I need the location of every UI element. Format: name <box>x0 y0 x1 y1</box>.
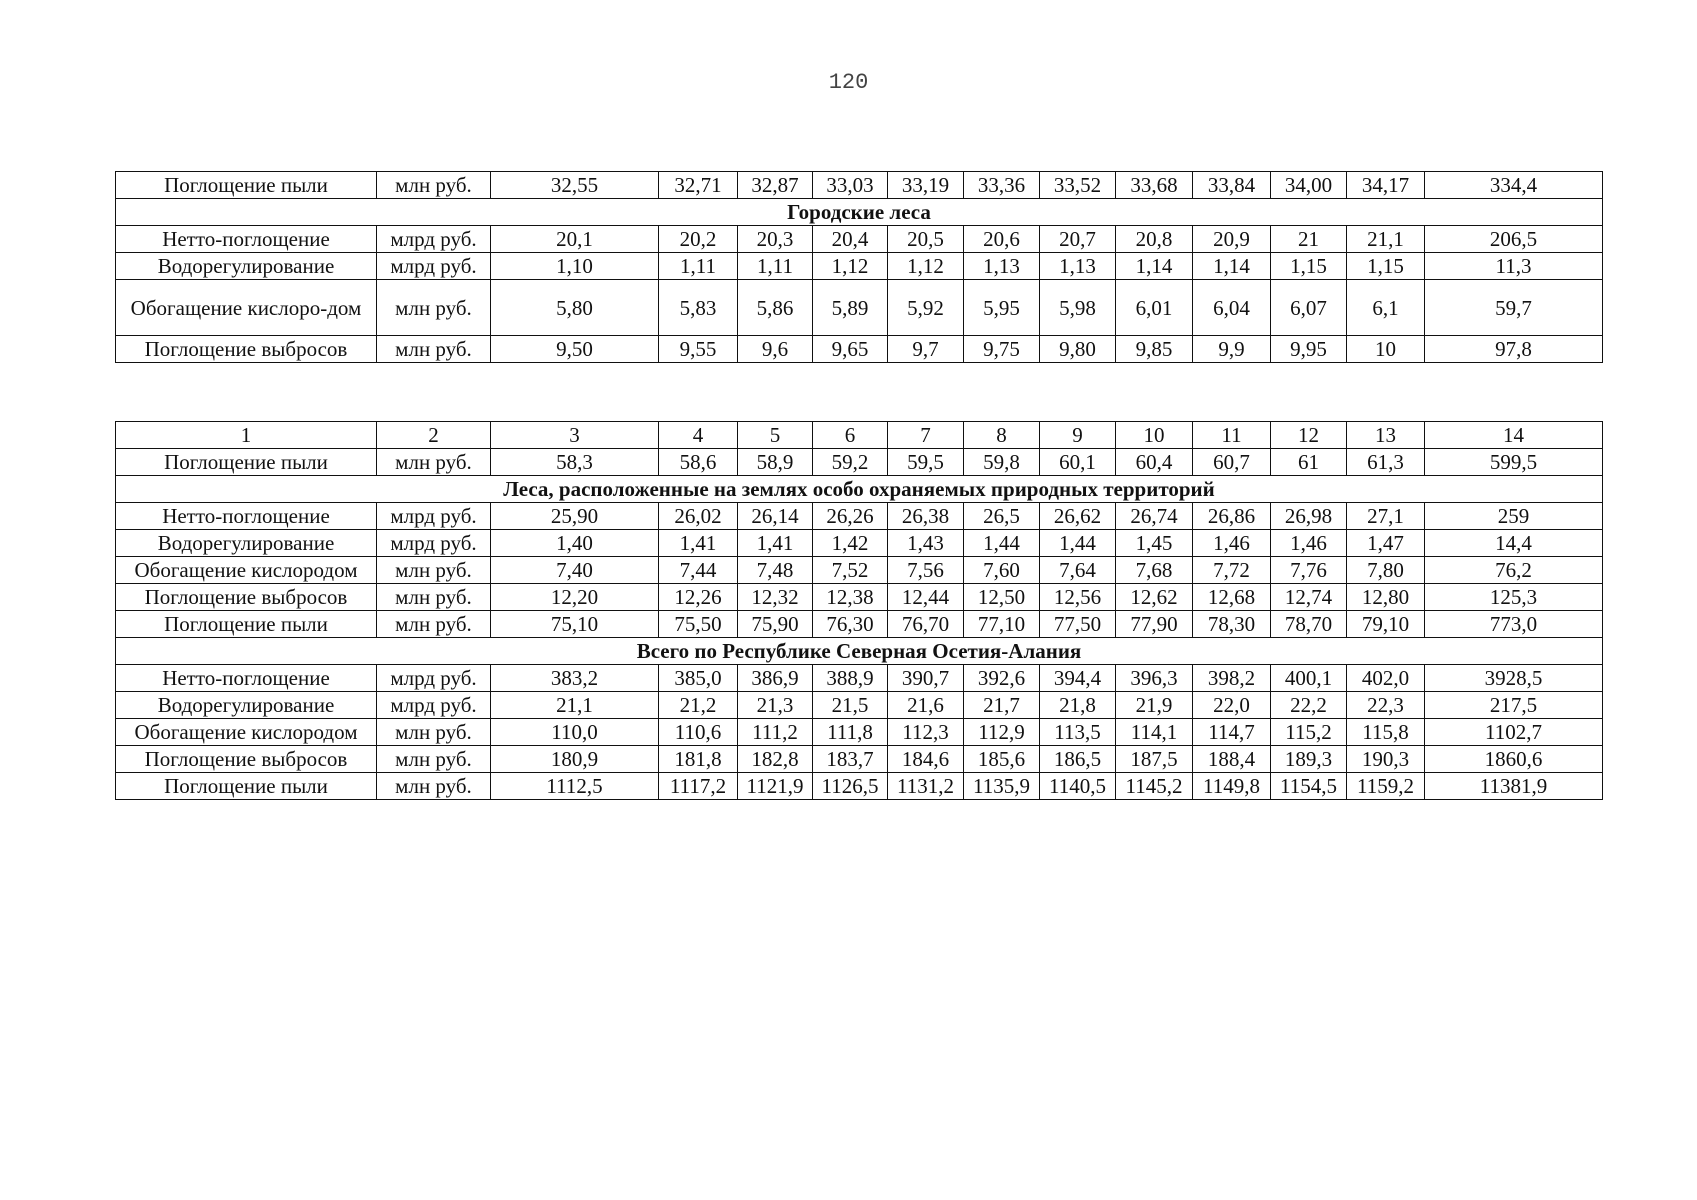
value-cell: 77,50 <box>1040 611 1116 638</box>
value-cell: 1,41 <box>659 530 738 557</box>
value-cell: 7,80 <box>1347 557 1425 584</box>
value-cell: 21,1 <box>1347 226 1425 253</box>
value-cell: 385,0 <box>659 665 738 692</box>
value-cell: 21,1 <box>491 692 659 719</box>
table-row <box>116 336 1603 363</box>
value-cell: 10 <box>1347 336 1425 363</box>
value-cell: 5,80 <box>491 280 659 336</box>
row-label: Поглощение выбросов <box>116 746 377 773</box>
value-cell: 26,62 <box>1040 503 1116 530</box>
value-cell: 20,3 <box>738 226 813 253</box>
value-cell: 60,4 <box>1116 449 1193 476</box>
value-cell: 12,26 <box>659 584 738 611</box>
value-cell: 3928,5 <box>1425 665 1603 692</box>
value-cell: 115,8 <box>1347 719 1425 746</box>
value-cell: 26,74 <box>1116 503 1193 530</box>
unit-cell: млн руб. <box>377 336 491 363</box>
value-cell: 7,44 <box>659 557 738 584</box>
unit-cell: млн руб. <box>377 584 491 611</box>
value-cell: 7,76 <box>1271 557 1347 584</box>
table-row <box>116 665 1603 692</box>
table-protected-and-total <box>115 421 1603 800</box>
table-row <box>116 611 1603 638</box>
value-cell: 180,9 <box>491 746 659 773</box>
value-cell: 1117,2 <box>659 773 738 800</box>
value-cell: 21,6 <box>888 692 964 719</box>
value-cell: 110,0 <box>491 719 659 746</box>
value-cell: 1,13 <box>1040 253 1116 280</box>
value-cell: 5,98 <box>1040 280 1116 336</box>
value-cell: 1,15 <box>1271 253 1347 280</box>
value-cell: 34,17 <box>1347 172 1425 199</box>
value-cell: 20,9 <box>1193 226 1271 253</box>
value-cell: 22,0 <box>1193 692 1271 719</box>
value-cell: 114,7 <box>1193 719 1271 746</box>
table-row <box>116 280 1603 336</box>
value-cell: 3 <box>491 422 659 449</box>
value-cell: 7,72 <box>1193 557 1271 584</box>
value-cell: 1,15 <box>1347 253 1425 280</box>
value-cell: 9,50 <box>491 336 659 363</box>
value-cell: 187,5 <box>1116 746 1193 773</box>
value-cell: 392,6 <box>964 665 1040 692</box>
value-cell: 390,7 <box>888 665 964 692</box>
table-row <box>116 226 1603 253</box>
value-cell: 21 <box>1271 226 1347 253</box>
value-cell: 1,44 <box>1040 530 1116 557</box>
value-cell: 11,3 <box>1425 253 1603 280</box>
unit-cell: млн руб. <box>377 611 491 638</box>
value-cell: 1149,8 <box>1193 773 1271 800</box>
value-cell: 9,6 <box>738 336 813 363</box>
value-cell: 1,11 <box>738 253 813 280</box>
value-cell: 1,45 <box>1116 530 1193 557</box>
row-label: Нетто-поглощение <box>116 503 377 530</box>
value-cell: 111,8 <box>813 719 888 746</box>
value-cell: 112,3 <box>888 719 964 746</box>
value-cell: 76,70 <box>888 611 964 638</box>
value-cell: 79,10 <box>1347 611 1425 638</box>
value-cell: 1,12 <box>888 253 964 280</box>
value-cell: 5,86 <box>738 280 813 336</box>
value-cell: 6 <box>813 422 888 449</box>
value-cell: 1,40 <box>491 530 659 557</box>
value-cell: 190,3 <box>1347 746 1425 773</box>
value-cell: 110,6 <box>659 719 738 746</box>
value-cell: 32,71 <box>659 172 738 199</box>
value-cell: 7,52 <box>813 557 888 584</box>
value-cell: 21,7 <box>964 692 1040 719</box>
section-row <box>116 199 1603 226</box>
value-cell: 7,56 <box>888 557 964 584</box>
value-cell: 58,6 <box>659 449 738 476</box>
value-cell: 5 <box>738 422 813 449</box>
value-cell: 21,9 <box>1116 692 1193 719</box>
value-cell: 12,80 <box>1347 584 1425 611</box>
value-cell: 76,30 <box>813 611 888 638</box>
value-cell: 75,10 <box>491 611 659 638</box>
value-cell: 26,86 <box>1193 503 1271 530</box>
value-cell: 394,4 <box>1040 665 1116 692</box>
value-cell: 9,75 <box>964 336 1040 363</box>
value-cell: 217,5 <box>1425 692 1603 719</box>
value-cell: 20,5 <box>888 226 964 253</box>
value-cell: 33,68 <box>1116 172 1193 199</box>
value-cell: 113,5 <box>1040 719 1116 746</box>
value-cell: 1121,9 <box>738 773 813 800</box>
value-cell: 1860,6 <box>1425 746 1603 773</box>
unit-cell: млн руб. <box>377 557 491 584</box>
value-cell: 1102,7 <box>1425 719 1603 746</box>
value-cell: 1,46 <box>1271 530 1347 557</box>
value-cell: 12,32 <box>738 584 813 611</box>
value-cell: 20,6 <box>964 226 1040 253</box>
section-title: Леса, расположенные на землях особо охраняемых природных территорий <box>116 476 1603 503</box>
value-cell: 1154,5 <box>1271 773 1347 800</box>
value-cell: 12,62 <box>1116 584 1193 611</box>
value-cell: 7,60 <box>964 557 1040 584</box>
value-cell: 1112,5 <box>491 773 659 800</box>
value-cell: 181,8 <box>659 746 738 773</box>
value-cell: 12 <box>1271 422 1347 449</box>
value-cell: 9,85 <box>1116 336 1193 363</box>
row-label: Поглощение пыли <box>116 773 377 800</box>
value-cell: 1,47 <box>1347 530 1425 557</box>
value-cell: 11 <box>1193 422 1271 449</box>
value-cell: 7,64 <box>1040 557 1116 584</box>
unit-cell: млн руб. <box>377 773 491 800</box>
section-title: Городские леса <box>116 199 1603 226</box>
value-cell: 77,10 <box>964 611 1040 638</box>
value-cell: 25,90 <box>491 503 659 530</box>
value-cell: 1,14 <box>1193 253 1271 280</box>
row-label: Водорегулирование <box>116 530 377 557</box>
row-label: Поглощение выбросов <box>116 584 377 611</box>
value-cell: 185,6 <box>964 746 1040 773</box>
page-number: 120 <box>828 70 869 95</box>
value-cell: 34,00 <box>1271 172 1347 199</box>
value-cell: 61 <box>1271 449 1347 476</box>
value-cell: 6,07 <box>1271 280 1347 336</box>
value-cell: 1,14 <box>1116 253 1193 280</box>
table-row <box>116 719 1603 746</box>
value-cell: 7 <box>888 422 964 449</box>
value-cell: 5,83 <box>659 280 738 336</box>
value-cell: 773,0 <box>1425 611 1603 638</box>
value-cell: 33,36 <box>964 172 1040 199</box>
value-cell: 4 <box>659 422 738 449</box>
table-row <box>116 503 1603 530</box>
value-cell: 388,9 <box>813 665 888 692</box>
value-cell: 12,38 <box>813 584 888 611</box>
value-cell: 334,4 <box>1425 172 1603 199</box>
table-row <box>116 530 1603 557</box>
value-cell: 78,70 <box>1271 611 1347 638</box>
table-row <box>116 253 1603 280</box>
value-cell: 58,9 <box>738 449 813 476</box>
value-cell: 59,5 <box>888 449 964 476</box>
value-cell: 14,4 <box>1425 530 1603 557</box>
unit-cell: млрд руб. <box>377 692 491 719</box>
value-cell: 61,3 <box>1347 449 1425 476</box>
value-cell: 20,1 <box>491 226 659 253</box>
row-label: Поглощение пыли <box>116 172 377 199</box>
value-cell: 182,8 <box>738 746 813 773</box>
value-cell: 60,1 <box>1040 449 1116 476</box>
value-cell: 9 <box>1040 422 1116 449</box>
value-cell: 13 <box>1347 422 1425 449</box>
row-label: Поглощение выбросов <box>116 336 377 363</box>
value-cell: 27,1 <box>1347 503 1425 530</box>
value-cell: 75,90 <box>738 611 813 638</box>
value-cell: 9,55 <box>659 336 738 363</box>
value-cell: 33,84 <box>1193 172 1271 199</box>
value-cell: 14 <box>1425 422 1603 449</box>
unit-cell: млрд руб. <box>377 530 491 557</box>
table-row <box>116 557 1603 584</box>
unit-cell: млрд руб. <box>377 665 491 692</box>
value-cell: 58,3 <box>491 449 659 476</box>
value-cell: 114,1 <box>1116 719 1193 746</box>
value-cell: 1131,2 <box>888 773 964 800</box>
value-cell: 32,87 <box>738 172 813 199</box>
value-cell: 1,41 <box>738 530 813 557</box>
value-cell: 9,65 <box>813 336 888 363</box>
value-cell: 184,6 <box>888 746 964 773</box>
value-cell: 7,68 <box>1116 557 1193 584</box>
value-cell: 32,55 <box>491 172 659 199</box>
value-cell: 26,38 <box>888 503 964 530</box>
value-cell: 1,12 <box>813 253 888 280</box>
value-cell: 7,40 <box>491 557 659 584</box>
value-cell: 383,2 <box>491 665 659 692</box>
value-cell: 7,48 <box>738 557 813 584</box>
value-cell: 97,8 <box>1425 336 1603 363</box>
section-row <box>116 638 1603 665</box>
value-cell: 125,3 <box>1425 584 1603 611</box>
value-cell: 115,2 <box>1271 719 1347 746</box>
unit-cell: млрд руб. <box>377 253 491 280</box>
value-cell: 59,2 <box>813 449 888 476</box>
unit-cell: 2 <box>377 422 491 449</box>
value-cell: 1,43 <box>888 530 964 557</box>
unit-cell: млрд руб. <box>377 226 491 253</box>
value-cell: 10 <box>1116 422 1193 449</box>
value-cell: 5,89 <box>813 280 888 336</box>
row-label: Обогащение кислоро-дом <box>116 280 377 336</box>
value-cell: 21,5 <box>813 692 888 719</box>
unit-cell: млн руб. <box>377 746 491 773</box>
value-cell: 33,19 <box>888 172 964 199</box>
value-cell: 12,50 <box>964 584 1040 611</box>
value-cell: 9,95 <box>1271 336 1347 363</box>
value-cell: 396,3 <box>1116 665 1193 692</box>
value-cell: 186,5 <box>1040 746 1116 773</box>
value-cell: 78,30 <box>1193 611 1271 638</box>
value-cell: 402,0 <box>1347 665 1425 692</box>
value-cell: 1,13 <box>964 253 1040 280</box>
value-cell: 33,52 <box>1040 172 1116 199</box>
value-cell: 183,7 <box>813 746 888 773</box>
value-cell: 1145,2 <box>1116 773 1193 800</box>
value-cell: 1140,5 <box>1040 773 1116 800</box>
value-cell: 1,46 <box>1193 530 1271 557</box>
value-cell: 20,2 <box>659 226 738 253</box>
value-cell: 400,1 <box>1271 665 1347 692</box>
value-cell: 1159,2 <box>1347 773 1425 800</box>
table-row <box>116 692 1603 719</box>
value-cell: 21,8 <box>1040 692 1116 719</box>
value-cell: 22,2 <box>1271 692 1347 719</box>
value-cell: 9,80 <box>1040 336 1116 363</box>
value-cell: 112,9 <box>964 719 1040 746</box>
row-label: Нетто-поглощение <box>116 226 377 253</box>
table-row <box>116 422 1603 449</box>
value-cell: 12,74 <box>1271 584 1347 611</box>
value-cell: 26,5 <box>964 503 1040 530</box>
row-label: Водорегулирование <box>116 692 377 719</box>
row-label: Поглощение пыли <box>116 449 377 476</box>
value-cell: 189,3 <box>1271 746 1347 773</box>
value-cell: 12,56 <box>1040 584 1116 611</box>
value-cell: 1126,5 <box>813 773 888 800</box>
value-cell: 259 <box>1425 503 1603 530</box>
value-cell: 20,7 <box>1040 226 1116 253</box>
value-cell: 20,8 <box>1116 226 1193 253</box>
value-cell: 1,10 <box>491 253 659 280</box>
table-row <box>116 449 1603 476</box>
value-cell: 5,95 <box>964 280 1040 336</box>
value-cell: 6,04 <box>1193 280 1271 336</box>
row-label: Обогащение кислородом <box>116 557 377 584</box>
value-cell: 21,3 <box>738 692 813 719</box>
row-label: 1 <box>116 422 377 449</box>
value-cell: 12,20 <box>491 584 659 611</box>
value-cell: 6,1 <box>1347 280 1425 336</box>
value-cell: 1,44 <box>964 530 1040 557</box>
table-row <box>116 172 1603 199</box>
table-row <box>116 746 1603 773</box>
value-cell: 188,4 <box>1193 746 1271 773</box>
value-cell: 6,01 <box>1116 280 1193 336</box>
value-cell: 12,68 <box>1193 584 1271 611</box>
section-row <box>116 476 1603 503</box>
table-row <box>116 773 1603 800</box>
value-cell: 398,2 <box>1193 665 1271 692</box>
value-cell: 386,9 <box>738 665 813 692</box>
value-cell: 21,2 <box>659 692 738 719</box>
value-cell: 12,44 <box>888 584 964 611</box>
value-cell: 59,8 <box>964 449 1040 476</box>
value-cell: 26,02 <box>659 503 738 530</box>
value-cell: 11381,9 <box>1425 773 1603 800</box>
unit-cell: млн руб. <box>377 172 491 199</box>
row-label: Поглощение пыли <box>116 611 377 638</box>
value-cell: 60,7 <box>1193 449 1271 476</box>
unit-cell: млн руб. <box>377 719 491 746</box>
value-cell: 77,90 <box>1116 611 1193 638</box>
row-label: Водорегулирование <box>116 253 377 280</box>
value-cell: 5,92 <box>888 280 964 336</box>
unit-cell: млрд руб. <box>377 503 491 530</box>
value-cell: 9,9 <box>1193 336 1271 363</box>
table-row <box>116 584 1603 611</box>
row-label: Обогащение кислородом <box>116 719 377 746</box>
value-cell: 1135,9 <box>964 773 1040 800</box>
value-cell: 9,7 <box>888 336 964 363</box>
unit-cell: млн руб. <box>377 449 491 476</box>
value-cell: 76,2 <box>1425 557 1603 584</box>
row-label: Нетто-поглощение <box>116 665 377 692</box>
unit-cell: млн руб. <box>377 280 491 336</box>
value-cell: 26,26 <box>813 503 888 530</box>
value-cell: 206,5 <box>1425 226 1603 253</box>
table-urban-forests <box>115 171 1603 363</box>
value-cell: 59,7 <box>1425 280 1603 336</box>
value-cell: 8 <box>964 422 1040 449</box>
value-cell: 33,03 <box>813 172 888 199</box>
value-cell: 26,98 <box>1271 503 1347 530</box>
value-cell: 1,42 <box>813 530 888 557</box>
value-cell: 111,2 <box>738 719 813 746</box>
value-cell: 1,11 <box>659 253 738 280</box>
value-cell: 26,14 <box>738 503 813 530</box>
value-cell: 22,3 <box>1347 692 1425 719</box>
value-cell: 20,4 <box>813 226 888 253</box>
section-title: Всего по Республике Северная Осетия-Алания <box>116 638 1603 665</box>
value-cell: 599,5 <box>1425 449 1603 476</box>
value-cell: 75,50 <box>659 611 738 638</box>
